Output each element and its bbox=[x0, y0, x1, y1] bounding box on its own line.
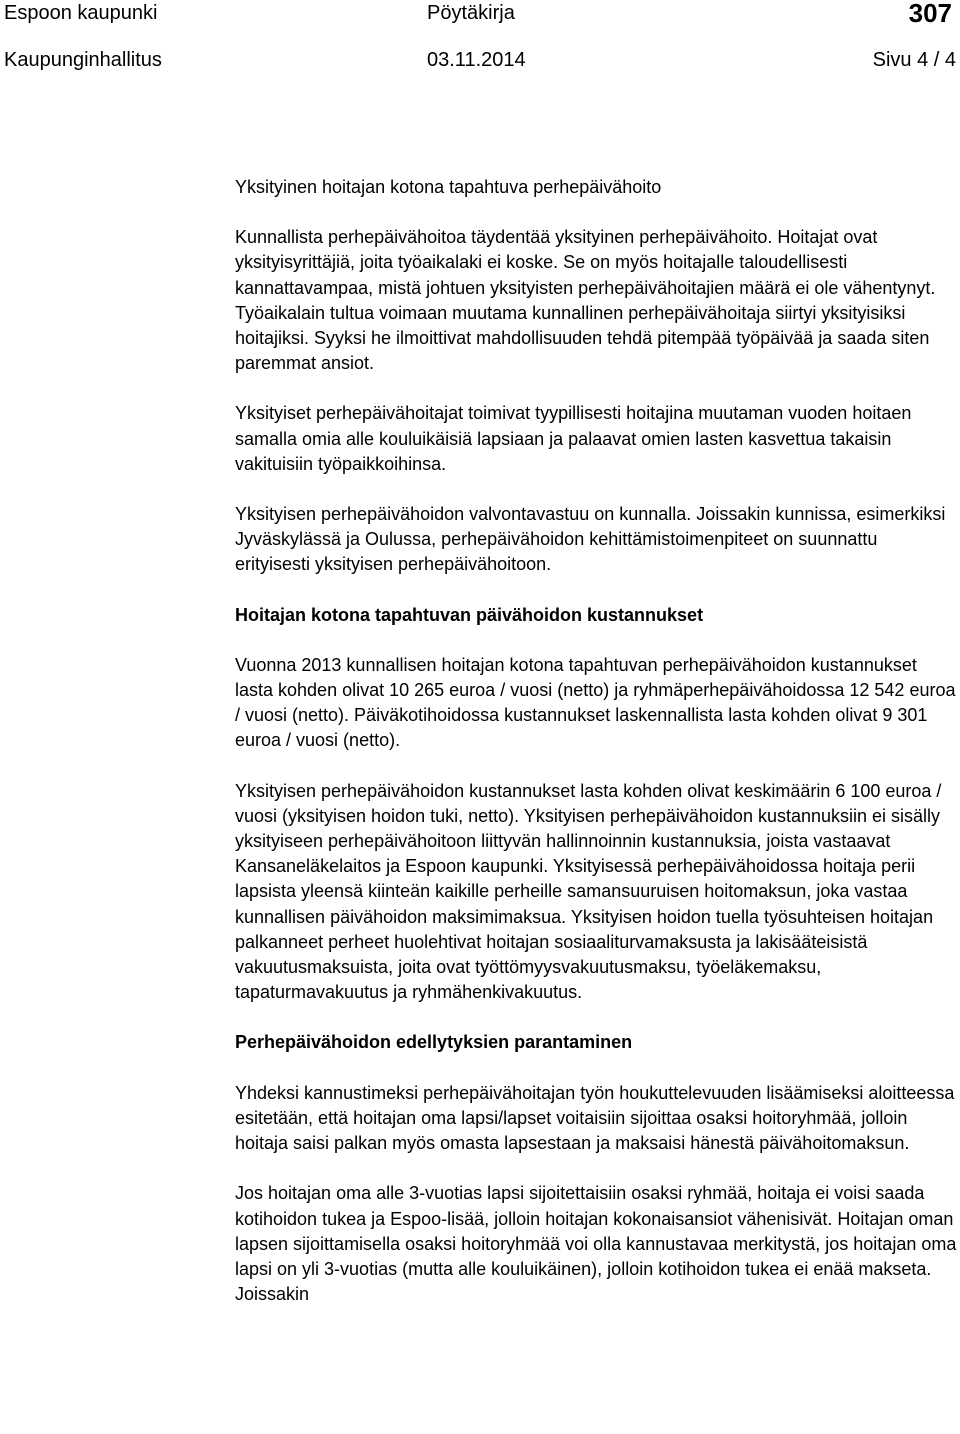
section-heading-private-care: Yksityinen hoitajan kotona tapahtuva perhepäivähoito bbox=[235, 177, 662, 197]
paragraph: Vuonna 2013 kunnallisen hoitajan kotona tapahtuvan perhepäivähoidon kustannukset lasta kohden olivat 10 265 euroa / vuosi (netto) ja ryhmäperhepäivähoidossa 12 542 euroa / vuosi (netto). Päiväkotihoidossa kustannukset laskennallista lasta kohden olivat 9 301 euroa / vuosi (netto). bbox=[235, 654, 956, 751]
governing-body: Kaupunginhallitus bbox=[4, 49, 162, 71]
paragraph: Kunnallista perhepäivähoitoa täydentää yksityinen perhepäivähoito. Hoitajat ovat yksityisyrittäjiä, joita työaikalaki ei koske. Se on myös hoitajalle taloudellisesti kannattavampaa, mistä johtuen yksityisten perhepäivähoitajien määrä ei ole vähentynyt. Työaikalain tultua voimaan muutama kunnallinen perhepäivähoitaja siirtyi yksityisiksi hoitajiksi. Syyksi he ilmoittivat mahdollisuuden tehdä pitempää työpäivää ja saada siten paremmat ansiot. bbox=[235, 227, 936, 374]
document-date: 03.11.2014 bbox=[427, 49, 526, 71]
paragraph: Jos hoitajan oma alle 3-vuotias lapsi sijoitettaisiin osaksi ryhmää, hoitaja ei voisi saada kotihoidon tukea ja Espoo-lisää, jolloin hoitajan kokonaisansiot vähenisivät. Hoitajan oman lapsen sijoittamisella osaksi hoitoryhmää voi olla kannustavaa merkitystä, jos hoitajan oma lapsi on yli 3-vuotias (mutta alle kouluikäinen), jolloin kotihoidon tukea ei enää makseta. Joissakin bbox=[235, 1183, 957, 1305]
section-heading-costs: Hoitajan kotona tapahtuvan päivähoidon kustannukset bbox=[235, 604, 704, 625]
document-header-top bbox=[0, 0, 956, 26]
paragraph: Yksityisen perhepäivähoidon valvontavastuu on kunnalla. Joissakin kunnissa, esimerkiksi Jyväskylässä ja Oulussa, perhepäivähoidon kehittämistoimenpiteet on suunnattu erityisesti yksityisen perhepäivähoitoon. bbox=[235, 504, 946, 575]
paragraph: Yksityiset perhepäivähoitajat toimivat tyypillisesti hoitajina muutaman vuoden hoitaen samalla omia alle kouluikäisiä lapsiaan ja palaavat omien lasten kasvettua takaisin vakituisiin työpaikkoihinsa. bbox=[235, 403, 912, 474]
organization-name: Espoon kaupunki bbox=[4, 2, 158, 24]
page-indicator: Sivu 4 / 4 bbox=[872, 49, 956, 71]
document-header-bottom bbox=[0, 47, 956, 73]
document-body bbox=[235, 175, 957, 1307]
section-number: 307 bbox=[908, 0, 952, 28]
document-type: Pöytäkirja bbox=[427, 2, 515, 24]
paragraph: Yksityisen perhepäivähoidon kustannukset lasta kohden olivat keskimäärin 6 100 euroa / vuosi (yksityisen hoidon tuki, netto). Yksityisen perhepäivähoidon kustannuksiin ei sisälly yksityiseen perhepäivähoitoon liittyvän hallinnoinnin kustannuksia, joista vastaavat Kansaneläkelaitos ja Espoon kaupunki. Yksityisessä perhepäivähoidossa hoitaja perii lapsista yleensä kiinteän kaikille perheille samansuuruisen hoitomaksun, joka vastaa kunnallisen päivähoidon maksimimaksua. Yksityisen hoidon tuella työsuhteisen hoitajan palkanneet perheet huolehtivat hoitajan sosiaaliturvamaksusta ja lakisääteisistä vakuutusmaksuista, joita ovat työttömyysvakuutusmaksu, työeläkemaksu, tapaturmavakuutus ja ryhmähenkivakuutus. bbox=[235, 780, 942, 1003]
section-heading-improvements: Perhepäivähoidon edellytyksien parantaminen bbox=[235, 1032, 633, 1053]
paragraph: Yhdeksi kannustimeksi perhepäivähoitajan työn houkuttelevuuden lisäämiseksi aloitteessa esitetään, että hoitajan oma lapsi/lapset voitaisiin sijoittaa osaksi hoitoryhmää, jolloin hoitaja saisi palkan myös omasta lapsestaan ja maksaisi hänestä päivähoitomaksun. bbox=[235, 1082, 955, 1154]
